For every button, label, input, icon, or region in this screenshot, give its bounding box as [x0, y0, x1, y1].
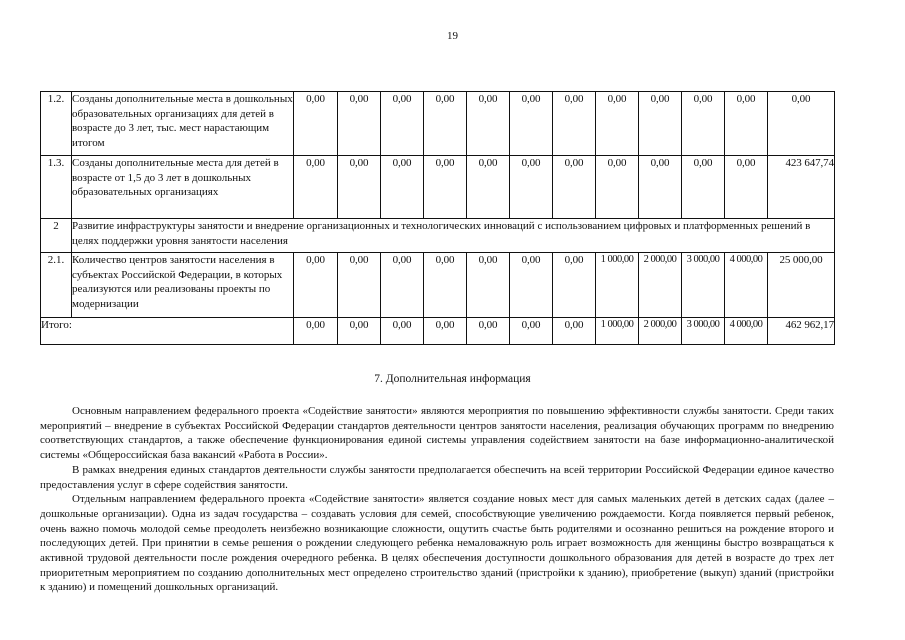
value-cell: 0,00 [553, 92, 596, 156]
value-cell: 0,00 [553, 253, 596, 318]
paragraph: В рамках внедрения единых стандартов деятельности службы занятости предполагается обеспечить на всей территории Российской Федерации единое качество предоставления услуг в сфере содействия занятости. [40, 463, 834, 491]
row-description: Созданы дополнительные места в дошкольных образовательных организациях для детей в возрасте до 3 лет, тыс. мест нарастающим итогом [72, 92, 294, 156]
value-cell: 3 000,00 [682, 253, 725, 318]
value-cell: 0,00 [467, 156, 510, 219]
value-cell: 0,00 [467, 253, 510, 318]
section-title-cell: Развитие инфраструктуры занятости и внедрение организационных и технологических инноваций с использованием цифровых и платформенных решений в целях поддержки уровня занятости населения [72, 219, 835, 253]
total-cell: 0,00 [381, 318, 424, 345]
total-label: Итого: [41, 318, 294, 345]
value-cell: 4 000,00 [725, 253, 768, 318]
section-number: 2 [41, 219, 72, 253]
table-section-row [41, 219, 835, 253]
grand-total-cell: 462 962,17 [768, 318, 835, 345]
value-cell: 0,00 [553, 156, 596, 219]
total-cell: 0,00 [294, 318, 338, 345]
value-cell-total: 423 647,74 [768, 156, 835, 219]
budget-table [40, 91, 835, 345]
value-cell: 0,00 [294, 253, 338, 318]
table-total-row [41, 318, 835, 345]
value-cell: 0,00 [682, 92, 725, 156]
body-text [40, 404, 834, 595]
row-number: 1.3. [41, 156, 72, 219]
value-cell: 2 000,00 [639, 253, 682, 318]
value-cell: 0,00 [467, 92, 510, 156]
value-cell: 0,00 [639, 156, 682, 219]
value-cell: 0,00 [381, 253, 424, 318]
value-cell: 0,00 [510, 156, 553, 219]
row-description: Созданы дополнительные места для детей в возрасте от 1,5 до 3 лет в дошкольных образовательных организациях [72, 156, 294, 219]
value-cell: 0,00 [510, 253, 553, 318]
value-cell: 0,00 [510, 92, 553, 156]
value-cell: 0,00 [639, 92, 682, 156]
value-cell: 0,00 [682, 156, 725, 219]
value-cell: 0,00 [294, 156, 338, 219]
row-number: 1.2. [41, 92, 72, 156]
total-cell: 0,00 [424, 318, 467, 345]
total-cell: 0,00 [467, 318, 510, 345]
value-cell: 1 000,00 [596, 253, 639, 318]
total-cell: 0,00 [338, 318, 381, 345]
row-number: 2.1. [41, 253, 72, 318]
total-cell: 0,00 [553, 318, 596, 345]
value-cell: 0,00 [596, 156, 639, 219]
value-cell: 0,00 [338, 156, 381, 219]
table-row [41, 92, 835, 156]
value-cell: 0,00 [424, 156, 467, 219]
value-cell-total: 25 000,00 [768, 253, 835, 318]
value-cell: 0,00 [381, 92, 424, 156]
paragraph: Основным направлением федерального проекта «Содействие занятости» являются мероприятия по повышению эффективности службы занятости. Среди таких мероприятий – внедрение в субъектах Российской Федерации стандартов деятельности центров занятости населения, реализация обучающих программ по внедрению соответствующих стандартов, а также обеспечение функционирования единой системы управления содействием занятости на базе информационно-аналитической системы «Общероссийская база вакансий «Работа в России». [40, 405, 834, 462]
total-cell: 4 000,00 [725, 318, 768, 345]
total-cell: 2 000,00 [639, 318, 682, 345]
value-cell: 0,00 [338, 92, 381, 156]
value-cell: 0,00 [424, 92, 467, 156]
table-row [41, 156, 835, 219]
value-cell: 0,00 [596, 92, 639, 156]
row-description: Количество центров занятости населения в субъектах Российской Федерации, в которых реализуются или реализованы проекты по модернизации [72, 253, 294, 318]
value-cell: 0,00 [294, 92, 338, 156]
total-cell: 0,00 [510, 318, 553, 345]
value-cell: 0,00 [725, 92, 768, 156]
section-heading: 7. Дополнительная информация [374, 373, 531, 385]
value-cell-total: 0,00 [768, 92, 835, 156]
value-cell: 0,00 [725, 156, 768, 219]
value-cell: 0,00 [338, 253, 381, 318]
paragraph: Отдельным направлением федерального проекта «Содействие занятости» является создание новых мест для самых маленьких детей в детских садах (далее – дошкольные организации). Одна из задач государства – создавать условия для семей, способствующие увеличению рождаемости. Когда появляется первый ребенок, очень важно помочь молодой семье преодолеть неизбежно возникающие сложности, ощутить счастье быть родителями и осознанно решиться на рождение второго и последующих детей. При принятии в семье решения о рождении следующего ребенка немаловажную роль играет возможность для женщины быстро возвращаться к активной трудовой деятельности после рождения очередного ребенка. В целях обеспечения доступности дошкольного образования для детей в возрасте до трех лет приоритетным мероприятием по созданию дополнительных мест определено строительство зданий (пристройки к зданию), приобретение (выкуп) зданий (пристройки к зданию) и помещений дошкольных организаций. [40, 493, 834, 594]
total-cell: 1 000,00 [596, 318, 639, 345]
value-cell: 0,00 [381, 156, 424, 219]
page-number: 19 [447, 30, 458, 42]
value-cell: 0,00 [424, 253, 467, 318]
table-row [41, 253, 835, 318]
total-cell: 3 000,00 [682, 318, 725, 345]
